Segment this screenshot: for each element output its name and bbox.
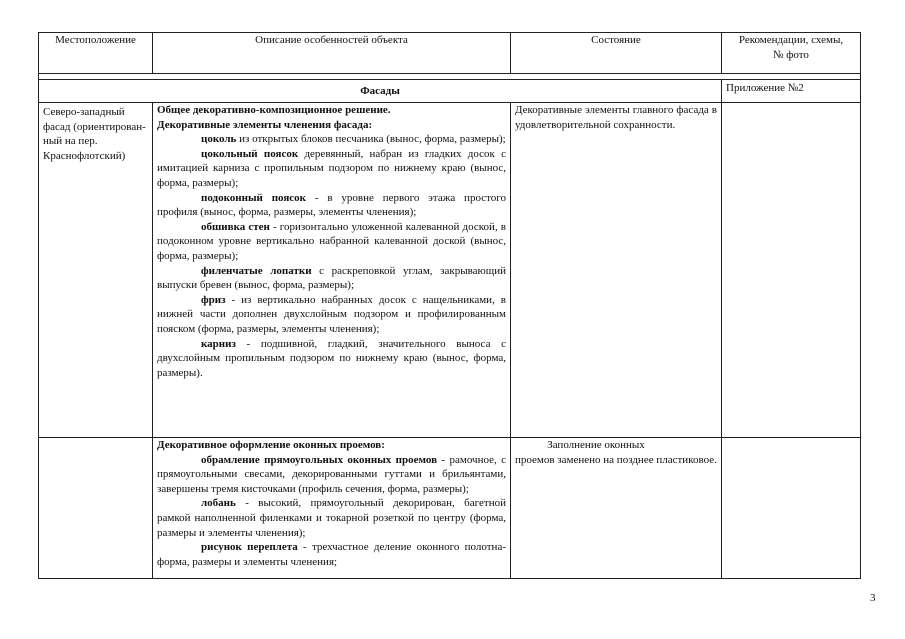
element-text: - из вертикально набранных досок с нащельниками, в нижней части дополнен двухслойным подзором и профилированным пояском (форма, размеры, элементы членения);	[157, 293, 506, 335]
element-item	[157, 496, 506, 540]
table-row	[39, 103, 861, 438]
element-text: - горизонтально уложенной калеванной доской, в подоконном уровне вертикально набранной калеванной доской (вынос, форма, размеры);	[157, 220, 506, 262]
element-item	[157, 191, 506, 220]
element-term: цокольный поясок	[201, 147, 299, 160]
element-term: обрамление прямоугольных оконных проемов	[201, 453, 438, 466]
element-text: - трехчастное деление оконного полотна- форма, размеры и элементы членения;	[157, 541, 506, 568]
element-text: - рамочное, с прямоугольными свесами, декорированными гуттами и брильянтами, завершены тремя кисточками (профиль сечения, форма, размеры);	[157, 453, 506, 495]
element-item	[157, 220, 506, 264]
element-text: из открытых блоков песчаника (вынос, форма, размеры);	[236, 133, 506, 146]
state-cell: Декоративные элементы главного фасада в удовлетворительной сохранности.	[511, 103, 722, 438]
element-item	[157, 147, 506, 191]
element-item	[157, 293, 506, 337]
recommendations-cell	[722, 103, 861, 438]
page-number: 3	[870, 592, 876, 604]
state-cell	[511, 438, 722, 579]
header-recommendations-line1: Рекомендации, схемы,	[738, 34, 844, 46]
description-heading: Общее декоративно-композиционное решение.	[157, 104, 391, 116]
description-heading: Декоративное оформление оконных проемов:	[157, 439, 385, 451]
element-term: рисунок переплета	[201, 541, 298, 554]
element-term: обшивка стен	[201, 220, 270, 233]
element-text: - подшивной, гладкий, значительного выноса с двухслойным пропильным подзором по нижнему краю (вынос, форма, размеры).	[157, 337, 506, 379]
table-header-row	[39, 33, 861, 74]
header-location: Местоположение	[39, 33, 153, 74]
header-description: Описание особенностей объекта	[153, 33, 511, 74]
element-term: фриз	[201, 293, 226, 306]
header-recommendations	[722, 33, 861, 74]
description-cell	[153, 438, 511, 579]
element-term: филенчатые лопатки	[201, 264, 312, 277]
recommendations-cell	[722, 438, 861, 579]
element-item	[157, 264, 506, 293]
description-cell	[153, 103, 511, 438]
location-cell	[39, 438, 153, 579]
location-cell: Северо-западный фасад (ориентирован-ный на пер. Краснофлотский)	[39, 103, 153, 438]
element-term: подоконный поясок	[201, 191, 307, 204]
appendix-label: Приложение №2	[722, 80, 861, 103]
description-subheading: Декоративные элементы членения фасада:	[157, 118, 373, 131]
element-item	[157, 453, 506, 497]
state-rest: проемов заменено на позднее пластиковое.	[515, 453, 717, 466]
state-line1: Заполнение оконных	[547, 439, 645, 451]
element-text: - высокий, прямоугольный декорирован, багетной рамкой наполненной филенками и токарной розеткой по центру (форма, размеры и элементы членения);	[157, 497, 506, 539]
header-recommendations-line2: № фото	[773, 48, 809, 61]
section-title: Фасады	[39, 80, 722, 103]
element-term: лобань	[201, 497, 236, 510]
header-state: Состояние	[511, 33, 722, 74]
element-item	[157, 540, 506, 569]
element-item	[157, 132, 506, 147]
element-text: с раскреповкой углам, закрывающий выпуски бревен (вынос, форма, размеры);	[157, 264, 506, 292]
element-text: деревянный, набран из гладких досок с имитацией карниза с пропильным подзором по нижнему краю (вынос, форма, размеры);	[157, 147, 506, 189]
element-term: карниз	[201, 337, 236, 350]
survey-table	[38, 32, 861, 579]
element-text: - в уровне первого этажа простого профиля (вынос, форма, размеры, элементы членения);	[157, 191, 506, 219]
table-row	[39, 438, 861, 579]
element-item	[157, 337, 506, 381]
element-term: цоколь	[201, 133, 237, 146]
section-row	[39, 80, 861, 103]
